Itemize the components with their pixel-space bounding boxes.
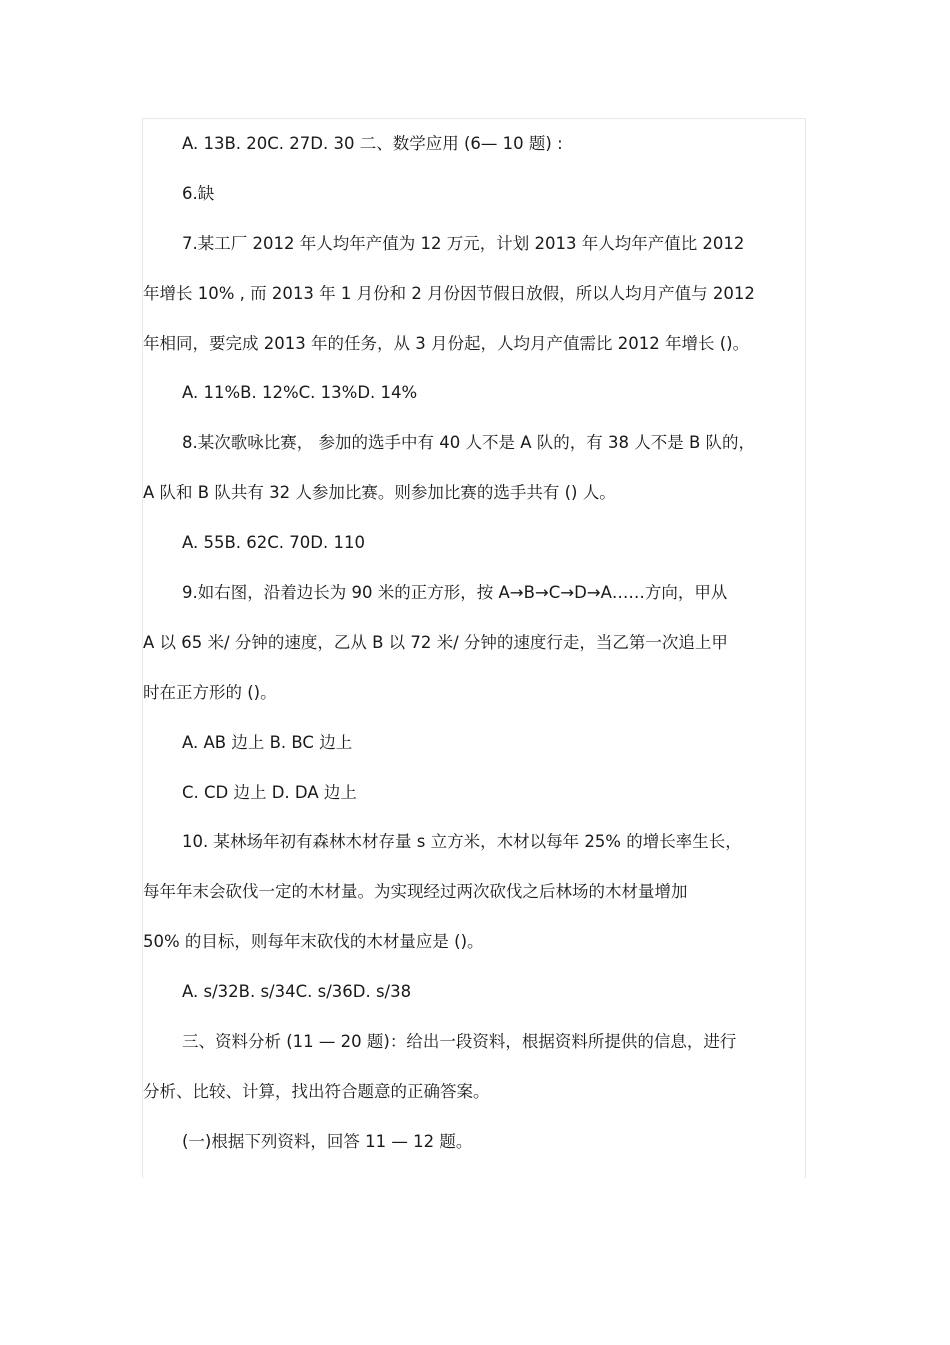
section-3-description: 分析、比较、计算，找出符合题意的正确答案。 [143, 1081, 490, 1101]
question-9-line-2: A 以 65 米/ 分钟的速度，乙从 B 以 72 米/ 分钟的速度行走，当乙第一次追上甲 [143, 632, 728, 652]
answer-options-q10: A. s/32B. s/34C. s/36D. s/38 [182, 982, 412, 1002]
section-3-heading: 三、资料分析 (11 — 20 题)：给出一段资料，根据资料所提供的信息，进行 [182, 1032, 737, 1052]
question-6: 6.缺 [182, 183, 215, 203]
question-7-line-2: 年增长 10% , 而 2013 年 1 月份和 2 月份因节假日放假，所以人均月产值与 2012 [143, 283, 755, 303]
document-body [143, 122, 807, 1170]
question-8-line-1: 8.某次歌咏比赛， 参加的选手中有 40 人不是 A 队的，有 38 人不是 B 队的， [182, 433, 756, 453]
answer-options-q8: A. 55B. 62C. 70D. 110 [182, 533, 365, 553]
question-10-line-3: 50% 的目标，则每年末砍伐的木材量应是 ()。 [143, 932, 484, 952]
question-9-line-3: 时在正方形的 ()。 [143, 682, 277, 702]
answer-options-q7: A. 11%B. 12%C. 13%D. 14% [182, 383, 418, 403]
question-10-line-2: 每年年末会砍伐一定的木材量。为实现经过两次砍伐之后林场的木材量增加 [143, 882, 688, 902]
answer-options-q5: A. 13B. 20C. 27D. 30 二、数学应用 (6— 10 题) : [182, 134, 563, 153]
answer-options-q9-a: A. AB 边上 B. BC 边上 [182, 732, 353, 752]
question-7-line-3: 年相同，要完成 2013 年的任务，从 3 月份起，人均月产值需比 2012 年增长 ()。 [143, 333, 750, 353]
subsection-1-heading: (一)根据下列资料，回答 11 — 12 题。 [182, 1131, 473, 1151]
answer-options-q9-b: C. CD 边上 D. DA 边上 [182, 782, 357, 802]
question-9-line-1: 9.如右图，沿着边长为 90 米的正方形，按 A→B→C→D→A……方向，甲从 [182, 583, 728, 603]
question-7-line-1: 7.某工厂 2012 年人均年产值为 12 万元，计划 2013 年人均年产值比 2012 [182, 233, 745, 253]
question-8-line-2: A 队和 B 队共有 32 人参加比赛。则参加比赛的选手共有 () 人。 [143, 483, 616, 503]
question-10-line-1: 10. 某林场年初有森林木材存量 s 立方米，木材以每年 25% 的增长率生长， [182, 832, 742, 852]
